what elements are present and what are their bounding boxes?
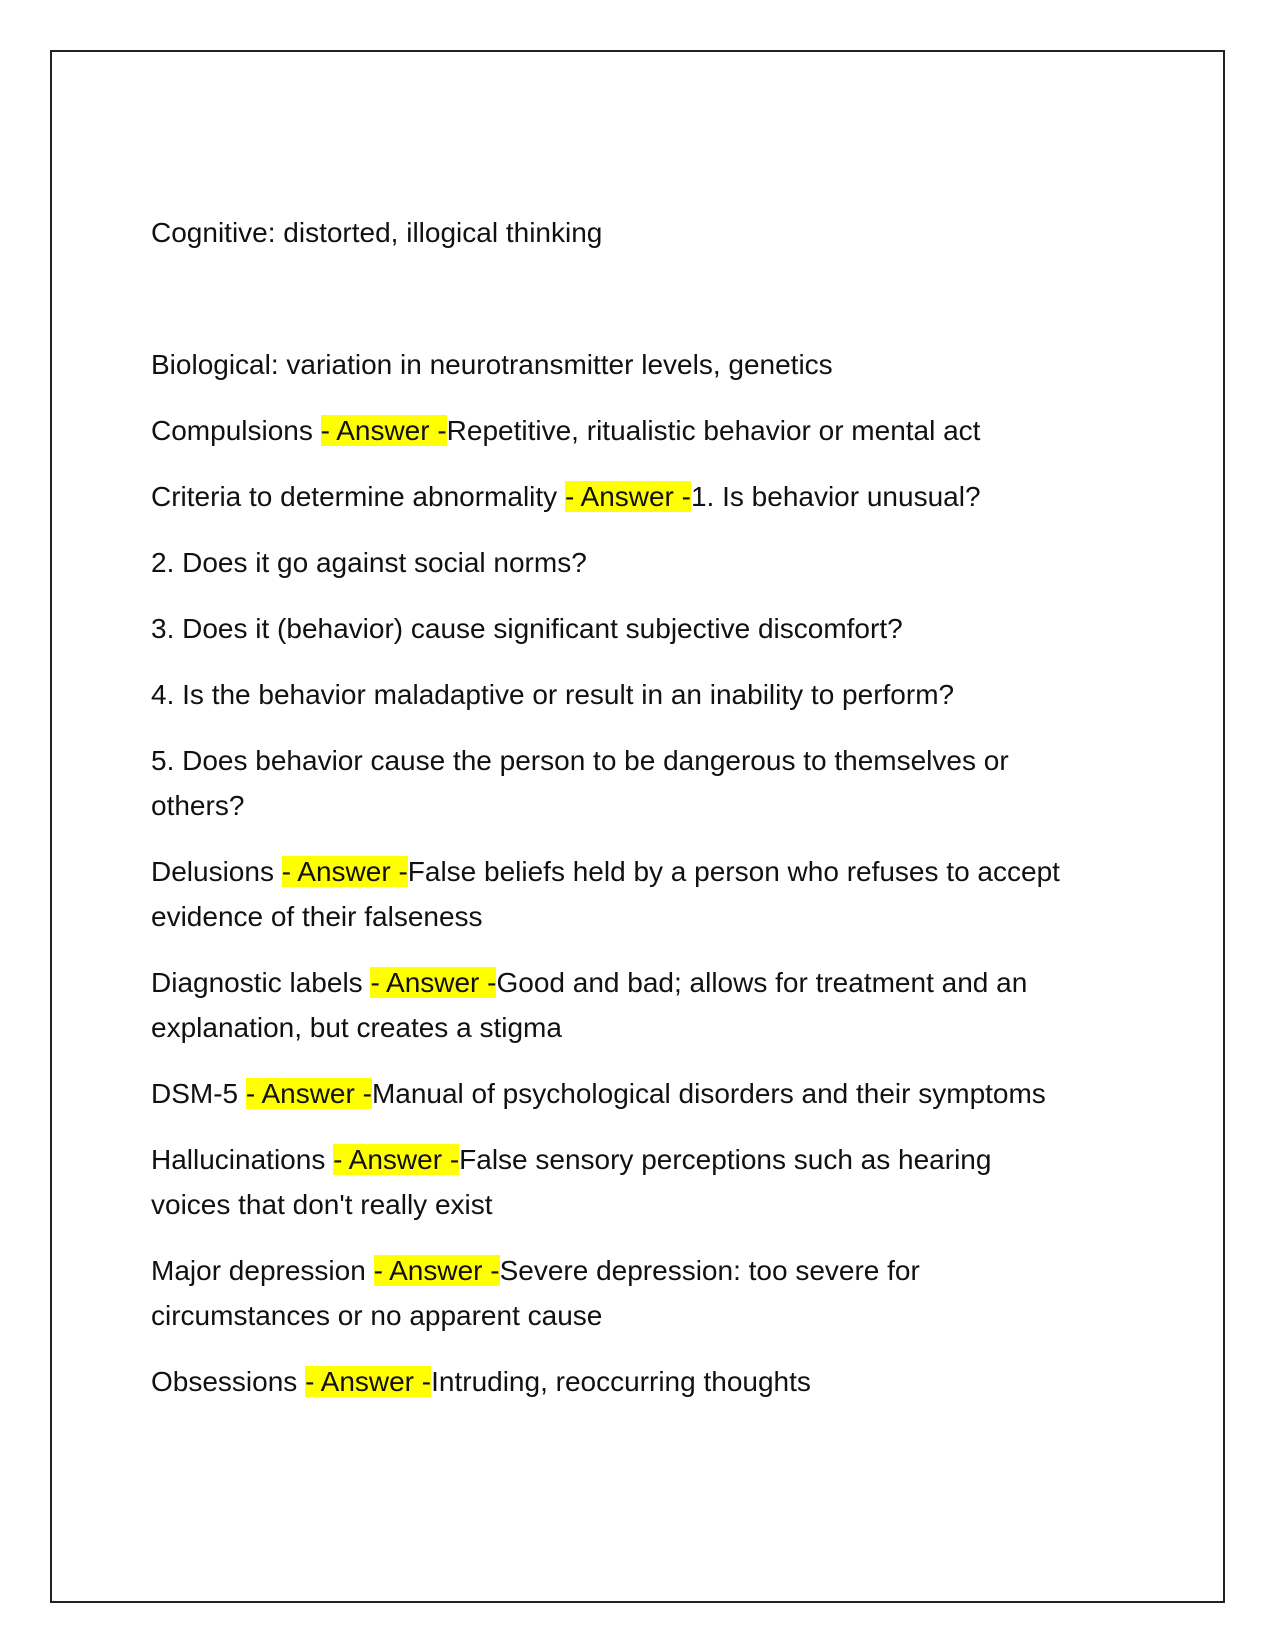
- answer-highlight: - Answer -: [281, 856, 408, 887]
- answer-highlight: - Answer -: [305, 1366, 432, 1397]
- definition: False beliefs held by a person who refuses to accept: [407, 856, 1060, 887]
- criteria-item-text: 4. Is the behavior maladaptive or result in an inability to perform?: [151, 679, 955, 710]
- definition: Good and bad; allows for treatment and an: [496, 967, 1028, 998]
- answer-highlight: - Answer -: [320, 415, 447, 446]
- compulsions-entry: [151, 408, 980, 454]
- answer-highlight: - Answer -: [564, 481, 691, 512]
- definition: voices that don't really exist: [151, 1189, 493, 1220]
- term: Hallucinations: [151, 1144, 334, 1175]
- criteria-item-text: 5. Does behavior cause the person to be dangerous to themselves or: [151, 745, 1009, 776]
- definition: circumstances or no apparent cause: [151, 1300, 603, 1331]
- criteria-item-text: 3. Does it (behavior) cause significant subjective discomfort?: [151, 613, 903, 644]
- definition: Severe depression: too severe for: [499, 1255, 920, 1286]
- delusions-entry-cont: [151, 894, 483, 940]
- definition: Manual of psychological disorders and their symptoms: [371, 1078, 1046, 1109]
- term: Diagnostic labels: [151, 967, 371, 998]
- diagnostic-labels-entry: [151, 960, 1027, 1006]
- biological-text: Biological: variation in neurotransmitter levels, genetics: [151, 349, 833, 380]
- major-depression-entry-cont: [151, 1293, 602, 1339]
- criteria-item-2: [151, 540, 587, 586]
- definition: Repetitive, ritualistic behavior or mental act: [446, 415, 981, 446]
- answer-highlight: - Answer -: [245, 1078, 372, 1109]
- term: Obsessions: [151, 1366, 306, 1397]
- criteria-item-text: 2. Does it go against social norms?: [151, 547, 587, 578]
- definition: evidence of their falseness: [151, 901, 483, 932]
- delusions-entry: [151, 849, 1060, 895]
- answer-highlight: - Answer -: [370, 967, 497, 998]
- definition: False sensory perceptions such as hearing: [459, 1144, 992, 1175]
- dsm5-entry: [151, 1071, 1046, 1117]
- cognitive-line: [151, 210, 602, 256]
- answer-highlight: - Answer -: [373, 1255, 500, 1286]
- major-depression-entry: [151, 1248, 920, 1294]
- criteria-item-3: [151, 606, 903, 652]
- criteria-item-5: [151, 738, 1009, 784]
- hallucinations-entry-cont: [151, 1182, 493, 1228]
- criteria-entry: [151, 474, 981, 520]
- diagnostic-labels-entry-cont: [151, 1005, 562, 1051]
- definition: explanation, but creates a stigma: [151, 1012, 562, 1043]
- obsessions-entry: [151, 1359, 811, 1405]
- biological-line: [151, 342, 833, 388]
- definition: Intruding, reoccurring thoughts: [431, 1366, 811, 1397]
- cognitive-text: Cognitive: distorted, illogical thinking: [151, 217, 603, 248]
- hallucinations-entry: [151, 1137, 991, 1183]
- term: Compulsions: [151, 415, 321, 446]
- term: Major depression: [151, 1255, 374, 1286]
- answer-highlight: - Answer -: [333, 1144, 460, 1175]
- term: DSM-5: [151, 1078, 246, 1109]
- term: Delusions: [151, 856, 282, 887]
- criteria-item-5-cont: [151, 783, 244, 829]
- criteria-item-4: [151, 672, 954, 718]
- term: Criteria to determine abnormality: [151, 481, 565, 512]
- definition: 1. Is behavior unusual?: [690, 481, 981, 512]
- criteria-item-text: others?: [151, 790, 245, 821]
